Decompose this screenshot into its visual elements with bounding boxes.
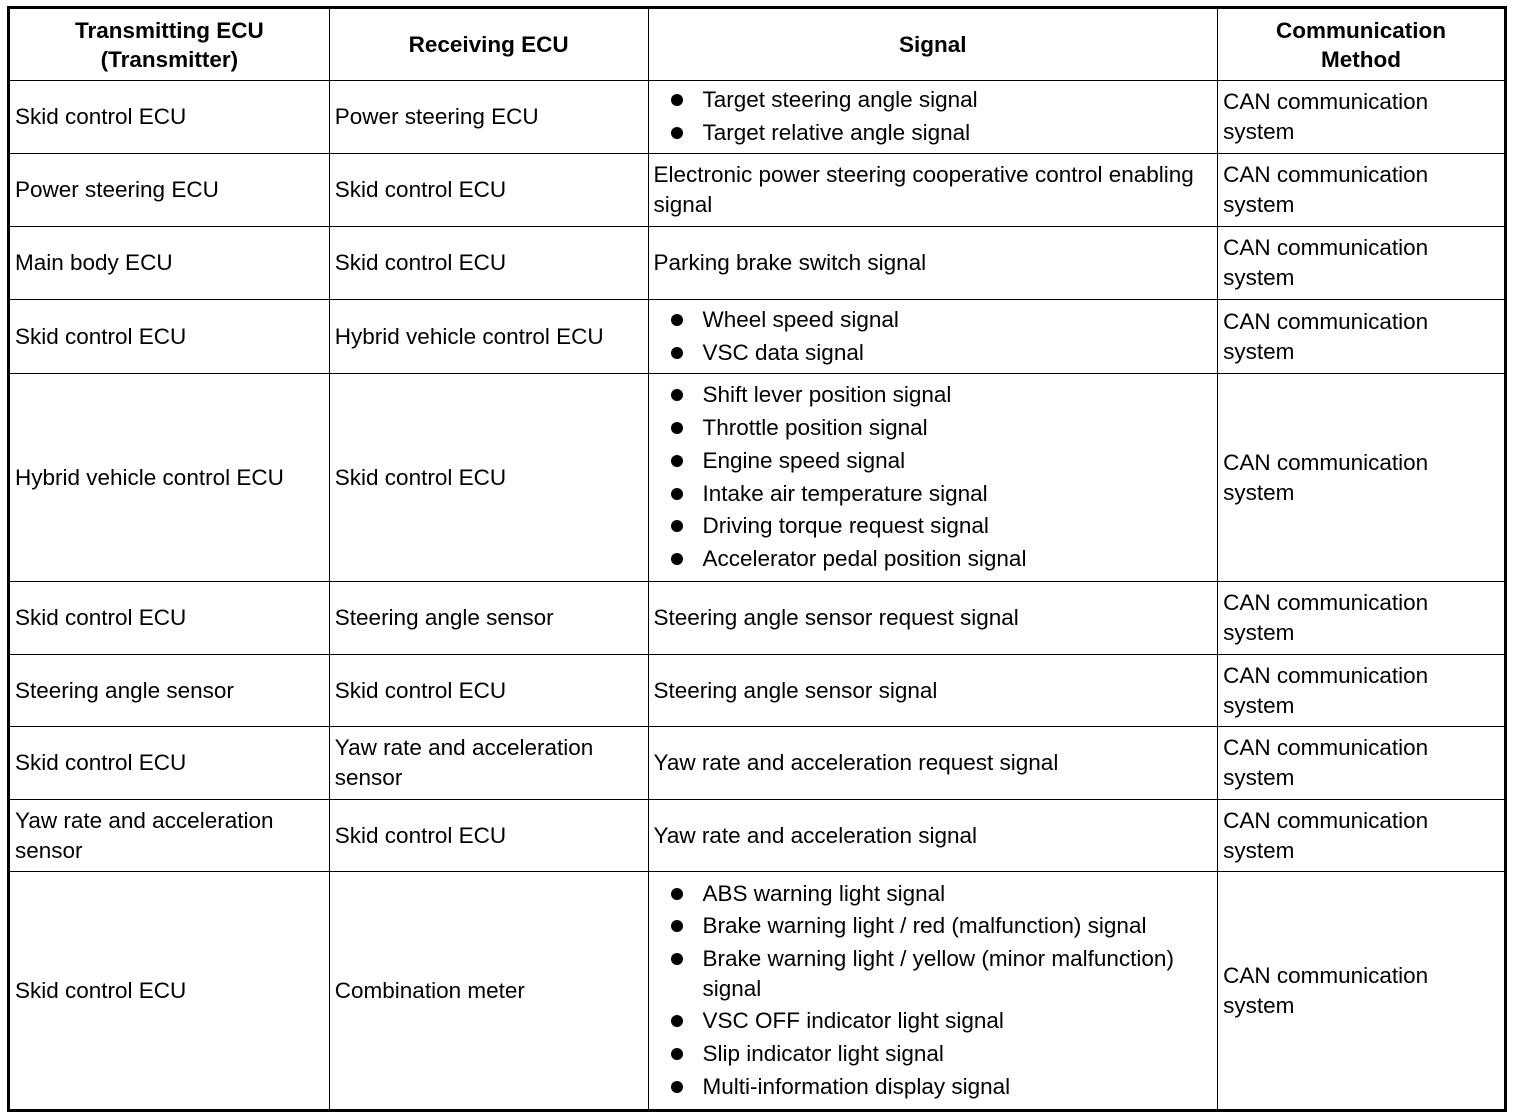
- method-cell: CAN communication system: [1218, 300, 1506, 374]
- bullet-icon: [671, 127, 683, 139]
- communication-table: [7, 6, 1507, 1112]
- method-cell: CAN communication system: [1218, 800, 1506, 872]
- signal-cell: Steering angle sensor request signal: [648, 582, 1218, 655]
- header-transmitting-ecu: Transmitting ECU (Transmitter): [9, 8, 330, 81]
- signal-item: [654, 117, 1213, 150]
- signal-cell: Yaw rate and acceleration request signal: [648, 727, 1218, 800]
- signal-list: [654, 878, 1213, 1104]
- receiver-cell: Power steering ECU: [329, 81, 648, 154]
- signal-item-text: Slip indicator light signal: [702, 1040, 944, 1066]
- bullet-icon: [671, 553, 683, 565]
- signal-cell: Parking brake switch signal: [648, 227, 1218, 300]
- receiver-cell: Skid control ECU: [329, 374, 648, 582]
- method-cell: CAN communication system: [1218, 655, 1506, 727]
- signal-item-text: Driving torque request signal: [702, 513, 989, 539]
- method-cell: CAN communication system: [1218, 227, 1506, 300]
- signal-item: [654, 379, 1213, 412]
- signal-cell: [648, 872, 1218, 1111]
- table-row: [9, 81, 1506, 154]
- method-cell: CAN communication system: [1218, 582, 1506, 655]
- receiver-cell: Yaw rate and acceleration sensor: [329, 727, 648, 800]
- table-row: [9, 227, 1506, 300]
- receiver-cell: Skid control ECU: [329, 655, 648, 727]
- signal-item-text: VSC data signal: [702, 339, 864, 365]
- table-row: [9, 727, 1506, 800]
- signal-item-text: ABS warning light signal: [702, 880, 946, 906]
- signal-cell: Yaw rate and acceleration signal: [648, 800, 1218, 872]
- transmitter-cell: Skid control ECU: [9, 582, 330, 655]
- table-row: [9, 300, 1506, 374]
- receiver-cell: Steering angle sensor: [329, 582, 648, 655]
- signal-item: [654, 943, 1213, 1005]
- transmitter-cell: Skid control ECU: [9, 81, 330, 154]
- bullet-icon: [671, 920, 683, 932]
- bullet-icon: [671, 1081, 683, 1093]
- signal-item-text: Accelerator pedal position signal: [702, 545, 1027, 571]
- bullet-icon: [671, 488, 683, 500]
- receiver-cell: Hybrid vehicle control ECU: [329, 300, 648, 374]
- signal-item-text: Multi-information display signal: [702, 1073, 1011, 1099]
- signal-item-text: Intake air temperature signal: [702, 480, 988, 506]
- signal-item: [654, 304, 1213, 337]
- table-row: [9, 582, 1506, 655]
- signal-item-text: Wheel speed signal: [702, 306, 899, 332]
- signal-item: [654, 910, 1213, 943]
- transmitter-cell: Skid control ECU: [9, 872, 330, 1111]
- signal-list: [654, 379, 1213, 575]
- signal-item-text: VSC OFF indicator light signal: [702, 1008, 1004, 1034]
- signal-item-text: Target steering angle signal: [702, 87, 978, 113]
- signal-cell: Steering angle sensor signal: [648, 655, 1218, 727]
- bullet-icon: [671, 422, 683, 434]
- signal-list: [654, 84, 1213, 149]
- table-row: [9, 154, 1506, 227]
- receiver-cell: Skid control ECU: [329, 227, 648, 300]
- method-cell: CAN communication system: [1218, 81, 1506, 154]
- receiver-cell: Skid control ECU: [329, 800, 648, 872]
- bullet-icon: [671, 1048, 683, 1060]
- signal-item-text: Throttle position signal: [702, 415, 928, 441]
- bullet-icon: [671, 455, 683, 467]
- bullet-icon: [671, 888, 683, 900]
- signal-item-text: Brake warning light / yellow (minor malfunction) signal: [702, 946, 1174, 1002]
- signal-item: [654, 1038, 1213, 1071]
- signal-list: [654, 304, 1213, 369]
- signal-item: [654, 412, 1213, 445]
- header-signal: Signal: [648, 8, 1218, 81]
- signal-cell: [648, 374, 1218, 582]
- signal-item-text: Shift lever position signal: [702, 382, 952, 408]
- header-communication-method: Communication Method: [1218, 8, 1506, 81]
- transmitter-cell: Power steering ECU: [9, 154, 330, 227]
- bullet-icon: [671, 347, 683, 359]
- bullet-icon: [671, 1015, 683, 1027]
- bullet-icon: [671, 953, 683, 965]
- method-cell: CAN communication system: [1218, 727, 1506, 800]
- signal-item: [654, 337, 1213, 370]
- signal-item: [654, 1005, 1213, 1038]
- method-cell: CAN communication system: [1218, 154, 1506, 227]
- bullet-icon: [671, 389, 683, 401]
- receiver-cell: Combination meter: [329, 872, 648, 1111]
- table-row: [9, 374, 1506, 582]
- signal-cell: [648, 300, 1218, 374]
- signal-item: [654, 1071, 1213, 1104]
- transmitter-cell: Hybrid vehicle control ECU: [9, 374, 330, 582]
- header-receiving-ecu: Receiving ECU: [329, 8, 648, 81]
- receiver-cell: Skid control ECU: [329, 154, 648, 227]
- method-cell: CAN communication system: [1218, 872, 1506, 1111]
- method-cell: CAN communication system: [1218, 374, 1506, 582]
- table-row: [9, 872, 1506, 1111]
- signal-item-text: Brake warning light / red (malfunction) signal: [702, 913, 1147, 939]
- transmitter-cell: Steering angle sensor: [9, 655, 330, 727]
- transmitter-cell: Skid control ECU: [9, 300, 330, 374]
- transmitter-cell: Skid control ECU: [9, 727, 330, 800]
- bullet-icon: [671, 314, 683, 326]
- header-row: [9, 8, 1506, 81]
- bullet-icon: [671, 520, 683, 532]
- signal-item: [654, 84, 1213, 117]
- bullet-icon: [671, 94, 683, 106]
- transmitter-cell: Yaw rate and acceleration sensor: [9, 800, 330, 872]
- signal-item-text: Engine speed signal: [702, 447, 906, 473]
- signal-item: [654, 445, 1213, 478]
- signal-item: [654, 543, 1213, 576]
- signal-item: [654, 510, 1213, 543]
- table-row: [9, 655, 1506, 727]
- signal-item: [654, 878, 1213, 911]
- signal-cell: [648, 81, 1218, 154]
- table-row: [9, 800, 1506, 872]
- signal-item-text: Target relative angle signal: [702, 120, 971, 145]
- signal-cell: Electronic power steering cooperative control enabling signal: [648, 154, 1218, 227]
- transmitter-cell: Main body ECU: [9, 227, 330, 300]
- signal-item: [654, 478, 1213, 511]
